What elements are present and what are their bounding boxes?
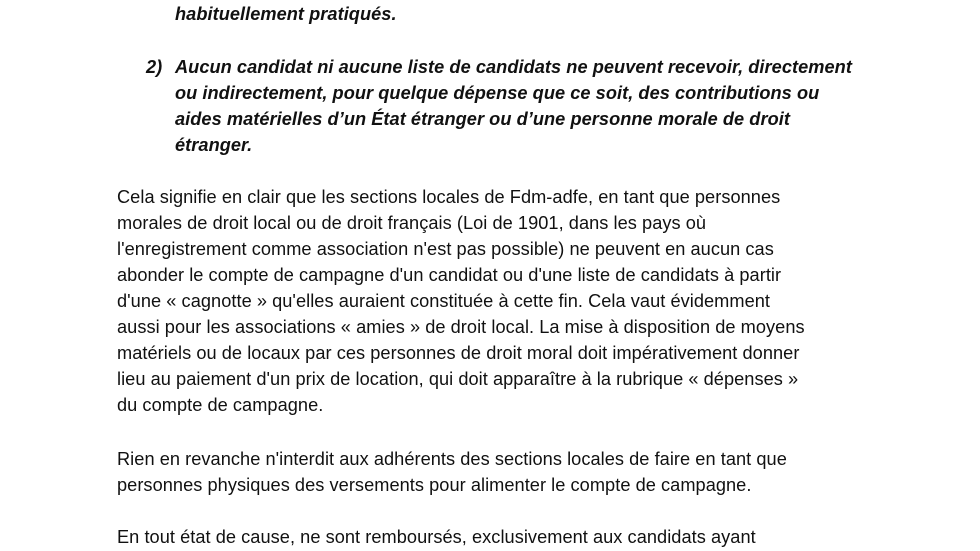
list-item-number: 2): [146, 57, 163, 77]
paragraph-line: matériels ou de locaux par ces personnes de droit moral doit impérativement donner: [117, 343, 800, 363]
paragraph-line: Rien en revanche n'interdit aux adhérents des sections locales de faire en tant que: [117, 449, 787, 469]
paragraph-line: l'enregistrement comme association n'est pas possible) ne peuvent en aucun cas: [117, 239, 774, 259]
paragraph-line: du compte de campagne.: [117, 395, 324, 415]
paragraph-line: Cela signifie en clair que les sections locales de Fdm-adfe, en tant que personnes: [117, 187, 781, 207]
paragraph-line: morales de droit local ou de droit français (Loi de 1901, dans les pays où: [117, 213, 707, 233]
paragraph-line: d'une « cagnotte » qu'elles auraient constituée à cette fin. Cela vaut évidemment: [117, 291, 771, 311]
list-item-line: étranger.: [175, 135, 253, 155]
paragraph-line: lieu au paiement d'un prix de location, qui doit apparaître à la rubrique « dépenses »: [117, 369, 799, 389]
previous-item-ending: habituellement pratiqués.: [175, 4, 397, 24]
list-item-line: ou indirectement, pour quelque dépense que ce soit, des contributions ou: [175, 83, 820, 103]
paragraph-line: personnes physiques des versements pour alimenter le compte de campagne.: [117, 475, 752, 495]
list-item-line: aides matérielles d’un État étranger ou d’une personne morale de droit: [175, 109, 790, 129]
list-item-line: Aucun candidat ni aucune liste de candidats ne peuvent recevoir, directement: [175, 57, 852, 77]
paragraph-line: En tout état de cause, ne sont remboursés, exclusivement aux candidats ayant: [117, 527, 756, 547]
paragraph-line: abonder le compte de campagne d'un candidat ou d'une liste de candidats à partir: [117, 265, 782, 285]
paragraph-line: aussi pour les associations « amies » de droit local. La mise à disposition de moyens: [117, 317, 805, 337]
